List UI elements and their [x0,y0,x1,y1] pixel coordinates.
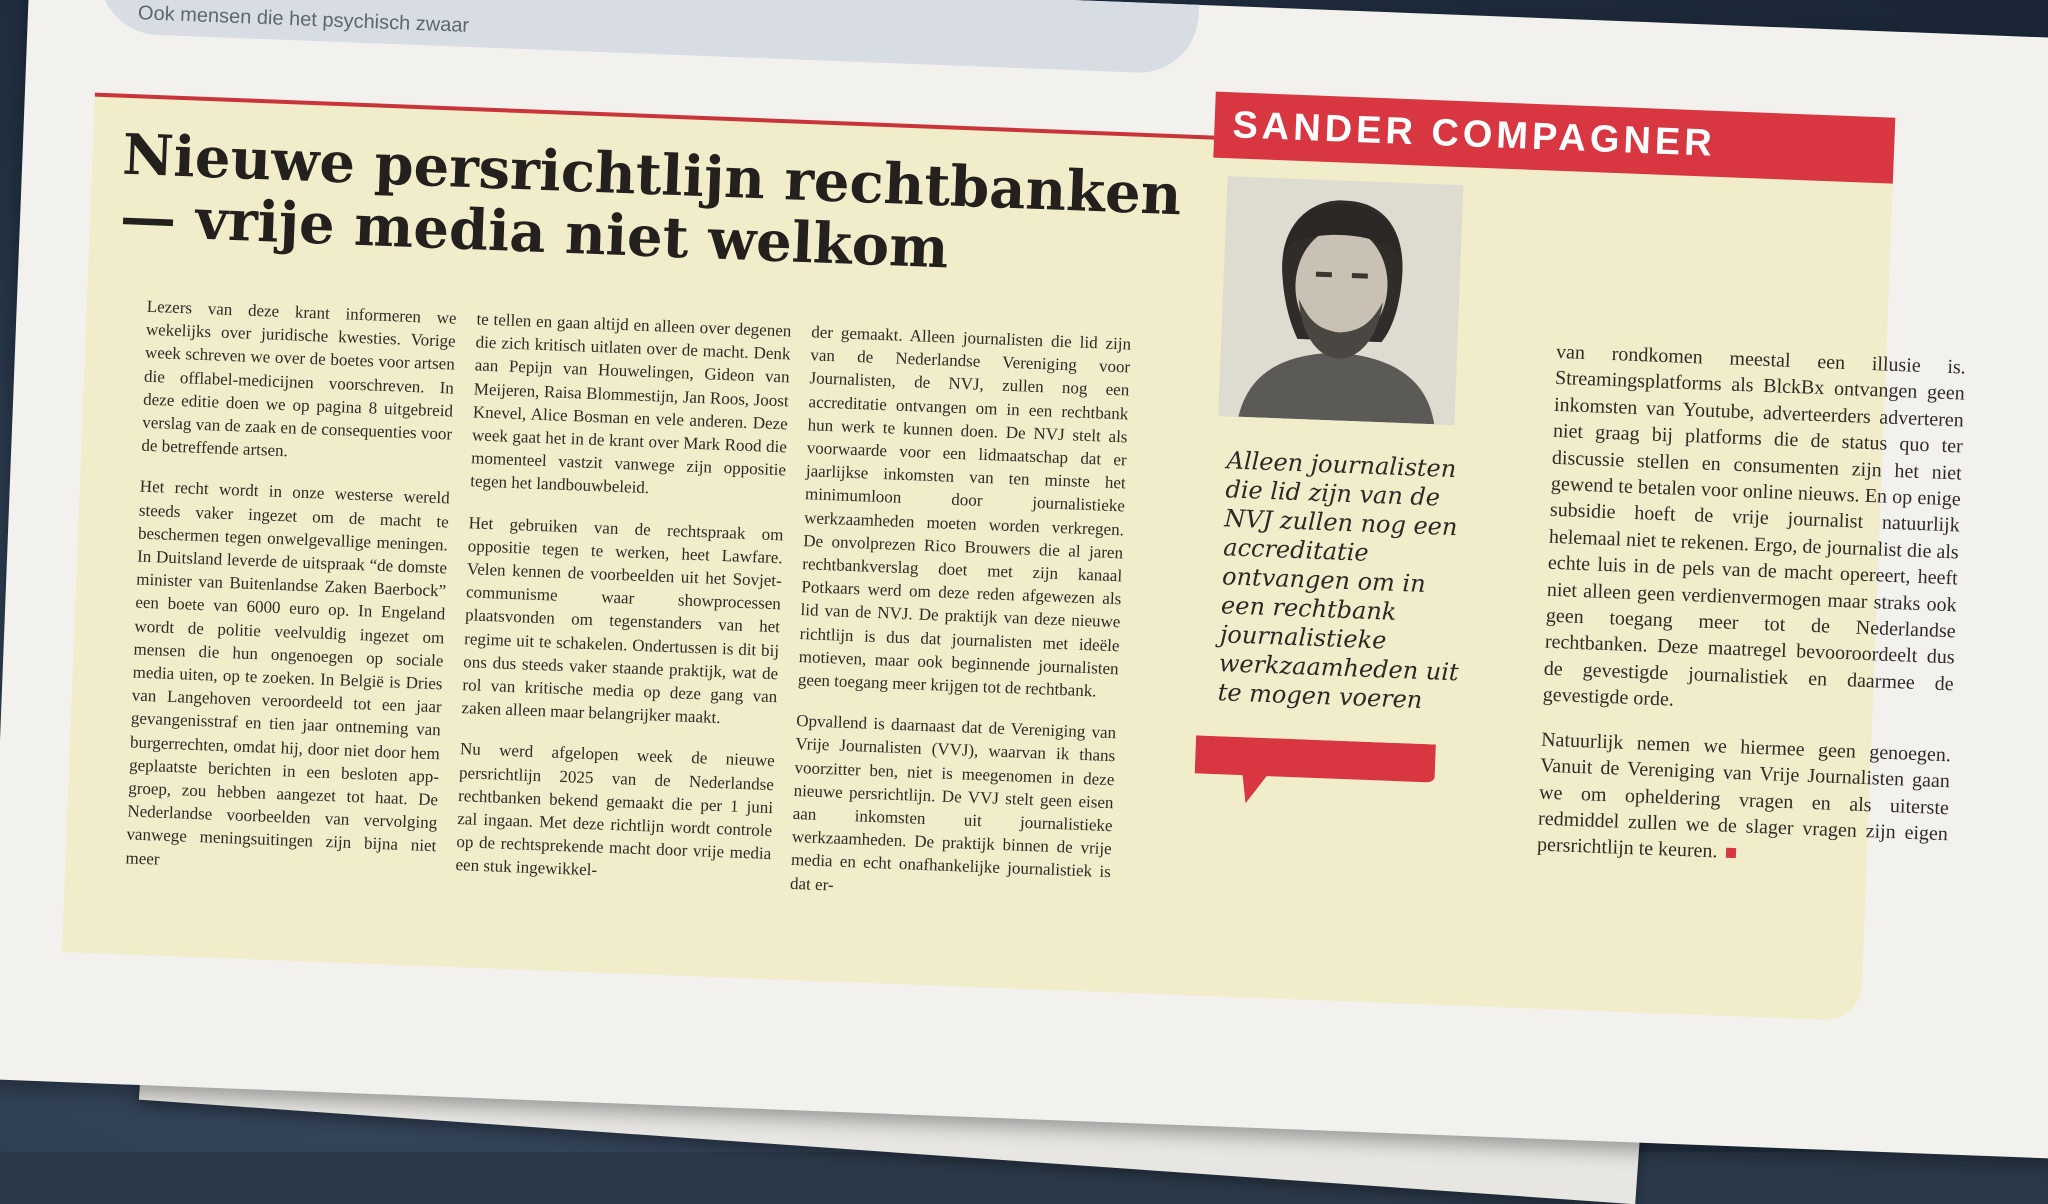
intro-paragraph: Lezers van deze krant informeren we wekelijks over juridische kwesties. Vorige week schreven we over de boetes voor artsen die offlabel-medicijnen voorschreven. In deze editie doen we op pagina 8 uitgebreid verslag van de zaak en de consequenties voor de betreffende artsen. [141,296,457,461]
author-portrait [1218,176,1463,425]
body-paragraph: van rondkomen meestal een illusie is. Streamingsplatforms als BlckBx ontvangen geen inkomsten van Youtube, adverteerders adverteren niet graag bij platforms die de status quo ter discussie stellen en consumenten zijn het niet gewend te betalen voor online nieuws. En op enige subsidie hoeft de vrije journalist natuurlijk helemaal niet te rekenen. Ergo, de journalist die als echte luis in de pels van de macht opereert, heeft niet alleen geen verdienvermogen maar straks ook geen toegang meer tot de Nederlandse rechtbanken. Deze maatregel bevooroordeelt dus de gevestigde journalistiek en daarmee de gevestigde orde. [1542,340,1967,711]
closing-paragraph [1537,726,1952,874]
article-headline: Nieuwe persrichtlijn rechtbanken — vrije media niet welkom [118,121,1183,282]
author-name: SANDER COMPAGNER [1231,104,1717,165]
speech-bubble-icon [1193,735,1436,814]
closing-text: Natuurlijk nemen we hiermee geen genoegen. Vanuit de Vereniging van Vrije Journalisten gaan we om opheldering vragen en als uiterste redmiddel zullen we de slager vragen zijn eigen persrichtlijn te keuren. [1536,728,1952,863]
body-paragraph: der gemaakt. Alleen journalisten die lid zijn van de Nederlandse Vereniging voor Journalisten, de NVJ, zullen nog een accreditatie ontvangen om in een rechtbank hun werk te kunnen doen. De NVJ stelt als voorwaarde voor een lidmaatschap dat er jaarlijkse inkomsten van ten minste het minimumloon door journalistieke werkzaamheden moeten worden verkregen. De onvolprezen Rico Brouwers die al jaren rechtbankverslag doet met zijn kanaal Potkaars werd om deze reden afgewezen als lid van de NVJ. De praktijk van deze nieuwe richtlijn is dus dat journalisten met ideële motieven, maar ook beginnende journalisten geen toegang meer krijgen tot de rechtbank. [797,322,1132,701]
body-paragraph: te tellen en gaan altijd en alleen over degenen die zich kritisch uitlaten over de macht. Denk aan Pepijn van Houwelingen, Gideon van Meijeren, Raisa Blommestijn, Jan Roos, Joost Knevel, Alice Bosman en vele anderen. Deze week gaat het in de krant over Mark Rood die momenteel vastzit vanwege zijn oppositie tegen het landbouwbeleid. [469,309,792,498]
author-banner [1213,92,1895,184]
article-column-2 [454,307,791,906]
end-of-article-mark [1725,848,1735,858]
previous-article-text: Ook mensen die het psychisch zwaar [137,2,470,37]
body-paragraph: Nu werd afgelopen week de nieuwe persrichtlijn 2025 van de Nederlandse rechtbanken bekend gemaakt die per 1 juni zal ingaan. Met deze richtlijn wordt controle op de rechtsprekende macht door vrije media een stuk ingewikkel- [455,739,776,880]
body-paragraph: Opvallend is daarnaast dat de Vereniging van Vrije Journalisten (VVJ), waarvan ik thans voorzitter ben, niet is meegenomen in deze nieuwe persrichtlijn. De VVJ stelt geen eisen aan inkomsten uit journalistieke werkzaamheden. De praktijk binnen de vrije media en echt onafhankelijke journalistiek is dat er- [789,711,1117,895]
previous-article-strip [97,0,1199,75]
article-column-4 [1536,339,1966,892]
article-column-1 [124,295,457,899]
pull-quote: Alleen journalisten die lid zijn van de NVJ zullen nog een accreditatie ontvangen om in een rechtbank journalistieke werkzaamheden uit te mogen voeren [1217,446,1460,714]
body-paragraph: Het recht wordt in onze westerse wereld steeds vaker ingezet om de macht te beschermen tegen onwelgevallige meningen. In Duitsland leverde de uitspraak “de domste minister van Buitenlandse Zaken Baerbock” een boete van 6000 euro op. In Engeland wordt de politie veelvuldig ingezet om mensen die hun ongenoegen op sociale media uiten, op te zoeken. In België is Dries van Langehoven veroordeeld tot een jaar gevangenisstraf en tien jaar ontneming van burgerrechten, omdat hij, door niet door hem geplaatste berichten in een besloten app-groep, zou hebben aangezet tot haat. De Nederlandse voorbeelden van vervolging vanwege meningsuitingen zijn bijna niet meer [125,477,451,869]
article-column-3 [789,320,1132,925]
article-panel [62,93,1967,1021]
body-paragraph: Het gebruiken van de rechtspraak om oppositie tegen te werken, heet Lawfare. Velen kennen de voorbeelden uit het Sovjet-communisme waar showprocessen plaatsvonden om tegenstanders van het regime uit te schakelen. Ondertussen is dit bij ons dus steeds vaker staande praktijk, wat de rol van kritische media op deze gang van zaken alleen maar belangrijker maakt. [461,512,784,728]
portrait-illustration [1218,176,1463,425]
